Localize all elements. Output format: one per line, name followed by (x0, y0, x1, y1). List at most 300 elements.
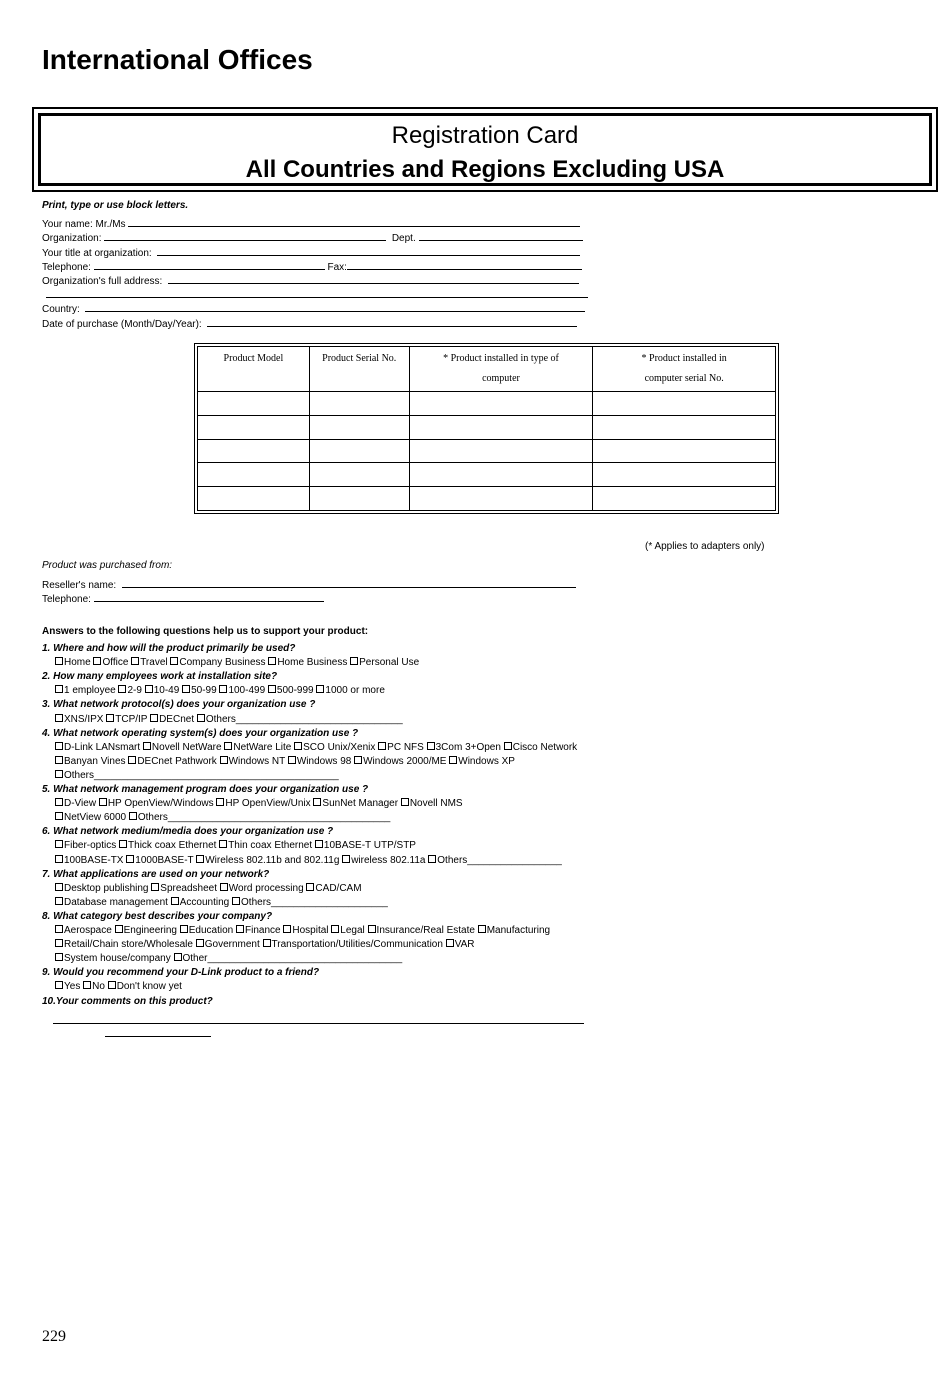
option[interactable] (143, 742, 222, 753)
purchase-tel-field[interactable] (42, 592, 324, 606)
option-label: 50-99 (191, 685, 217, 697)
checkbox-icon[interactable] (119, 840, 127, 848)
option[interactable] (342, 855, 425, 866)
card-subtitle: All Countries and Regions Excluding USA (245, 156, 725, 183)
checkbox-icon[interactable] (55, 953, 63, 961)
checkbox-icon[interactable] (446, 939, 454, 947)
dept-blank[interactable] (419, 231, 583, 241)
option-label: Desktop publishing (64, 882, 149, 894)
checkbox-icon[interactable] (315, 840, 323, 848)
checkbox-icon[interactable] (55, 770, 63, 778)
option-label: No (92, 981, 105, 993)
question-4-options (55, 742, 577, 754)
option[interactable] (306, 883, 361, 894)
checkbox-icon[interactable] (151, 883, 159, 891)
checkbox-icon[interactable] (196, 939, 204, 947)
col-header-installed-serial: * Product installed in computer serial No. (593, 347, 776, 392)
option[interactable] (126, 855, 193, 866)
option-label: Government (204, 939, 260, 951)
question-1: 1. Where and how will the product primarily be used? (42, 643, 296, 654)
checkbox-icon[interactable] (288, 756, 296, 764)
option[interactable] (268, 657, 347, 668)
option-label: VAR (454, 939, 475, 951)
option[interactable] (151, 883, 217, 894)
checkbox-icon[interactable] (55, 840, 63, 848)
option[interactable] (55, 925, 112, 936)
question-5: 5. What network management program does your organization use ? (42, 784, 369, 795)
question-2-options (55, 685, 385, 697)
checkbox-icon[interactable] (268, 657, 276, 665)
checkbox-icon[interactable] (118, 685, 126, 693)
option-label: Windows 98 (296, 755, 352, 767)
checkbox-icon[interactable] (378, 742, 386, 750)
org-blank[interactable] (104, 231, 386, 241)
option[interactable] (478, 925, 550, 936)
question-4: 4. What network operating system(s) does your organization use ? (42, 727, 359, 739)
option[interactable] (219, 840, 312, 851)
product-table-header (198, 347, 776, 392)
option[interactable] (128, 756, 216, 767)
option-label: XNS/IPX (64, 713, 104, 725)
option-label: 500-999 (276, 685, 314, 697)
product-table (197, 346, 776, 511)
checkbox-icon[interactable] (182, 685, 190, 693)
address-label: Organization's full address: (42, 276, 163, 287)
option[interactable] (55, 756, 126, 767)
option-label: DECnet (159, 713, 195, 725)
checkbox-icon[interactable] (126, 855, 134, 863)
option-label: Legal (340, 925, 365, 936)
table-cell[interactable] (409, 463, 593, 487)
option[interactable] (55, 981, 80, 992)
checkbox-icon[interactable] (219, 840, 227, 848)
option-label: Fiber-optics (64, 840, 117, 852)
option[interactable] (55, 812, 126, 823)
option-label: NetView 6000 (64, 812, 127, 824)
card-title: Registration Card (391, 122, 579, 149)
option-label: Home Business (277, 657, 348, 669)
table-row[interactable] (198, 439, 776, 463)
checkbox-icon[interactable] (55, 685, 63, 693)
reseller-blank[interactable] (122, 578, 576, 588)
option[interactable] (131, 657, 167, 668)
option[interactable] (170, 657, 265, 668)
option-label: Education (188, 925, 234, 936)
checkbox-icon[interactable] (197, 714, 205, 722)
table-cell[interactable] (198, 439, 310, 463)
option-label: CAD/CAM (315, 882, 362, 894)
option[interactable] (93, 657, 128, 668)
table-cell[interactable] (309, 463, 409, 487)
title-label: Your title at organization: (42, 248, 152, 259)
option-label: SunNet Manager (322, 798, 399, 810)
checkbox-icon[interactable] (93, 657, 101, 665)
option[interactable] (350, 657, 419, 668)
question-4-options (55, 756, 515, 768)
checkbox-icon[interactable] (331, 925, 339, 933)
table-row[interactable] (198, 487, 776, 511)
checkbox-icon[interactable] (216, 798, 224, 806)
option-label: System house/company (64, 953, 171, 965)
option-label: Transportation/Utilities/Communication (271, 939, 443, 951)
checkbox-icon[interactable] (170, 657, 178, 665)
option-label: D-View (64, 798, 97, 810)
option-label: Company Business (179, 657, 266, 669)
question-8-options (55, 953, 402, 965)
option[interactable] (368, 925, 475, 936)
checkbox-icon[interactable] (55, 883, 63, 891)
checkbox-icon[interactable] (368, 925, 376, 933)
checkbox-icon[interactable] (145, 685, 153, 693)
option[interactable] (180, 925, 233, 936)
checkbox-icon[interactable] (350, 657, 358, 665)
checkbox-icon[interactable] (108, 981, 116, 989)
option-label: Windows NT (228, 755, 286, 767)
option-label: Manufacturing (486, 925, 551, 936)
option-label: Hospital (292, 925, 329, 936)
org-field[interactable] (42, 231, 583, 245)
instruction: Print, type or use block letters. (42, 200, 189, 211)
option-label: Personal Use (359, 657, 420, 669)
option[interactable] (55, 953, 171, 964)
option-label: D-Link LANsmart (64, 741, 141, 753)
checkbox-icon[interactable] (342, 855, 350, 863)
option-label: Office (102, 657, 129, 669)
option-label: Others________________________________________ (137, 812, 391, 824)
option-label: 1 employee (64, 685, 116, 697)
table-row[interactable] (198, 392, 776, 416)
option-label: 10-49 (153, 685, 180, 697)
question-8: 8. What category best describes your company? (42, 910, 273, 922)
table-cell[interactable] (309, 439, 409, 463)
option[interactable] (316, 685, 384, 696)
table-cell[interactable] (309, 392, 409, 416)
question-7-options (55, 883, 362, 895)
address-blank-1[interactable] (168, 274, 579, 284)
country-field[interactable] (42, 302, 585, 316)
option[interactable] (197, 714, 403, 725)
country-label: Country: (42, 304, 80, 315)
option-label: Windows XP (458, 755, 515, 767)
option-label: Thick coax Ethernet (128, 840, 217, 852)
option-label: 3Com 3+Open (435, 741, 501, 753)
name-blank[interactable] (128, 217, 580, 227)
checkbox-icon[interactable] (180, 925, 188, 933)
title-blank[interactable] (157, 246, 580, 256)
option[interactable] (150, 714, 194, 725)
checkbox-icon[interactable] (219, 685, 227, 693)
comments-blank-2[interactable] (105, 1027, 211, 1037)
dept-label: Dept. (391, 233, 416, 244)
table-cell[interactable] (409, 439, 593, 463)
option[interactable] (55, 714, 103, 725)
option[interactable] (283, 925, 328, 936)
option[interactable] (174, 953, 403, 964)
checkbox-icon[interactable] (55, 897, 63, 905)
address-line-2[interactable] (46, 288, 588, 302)
option-label: 2-9 (127, 685, 142, 697)
fax-blank[interactable] (347, 260, 582, 270)
org-label: Organization: (42, 233, 102, 244)
question-8-options (55, 925, 550, 937)
date-field[interactable] (42, 317, 577, 331)
checkbox-icon[interactable] (55, 657, 63, 665)
checkbox-icon[interactable] (55, 855, 63, 863)
tel-label: Telephone: (42, 262, 91, 273)
col-header-product-model: Product Model (198, 347, 310, 392)
option[interactable] (55, 798, 96, 809)
option[interactable] (119, 840, 216, 851)
checkbox-icon[interactable] (449, 756, 457, 764)
checkbox-icon[interactable] (220, 756, 228, 764)
checkbox-icon[interactable] (131, 657, 139, 665)
checkbox-icon[interactable] (232, 897, 240, 905)
reseller-field[interactable] (42, 578, 576, 592)
tel-blank[interactable] (94, 260, 325, 270)
checkbox-icon[interactable] (283, 925, 291, 933)
option-label: Don't know yet (116, 981, 182, 993)
option[interactable] (118, 685, 141, 696)
question-2: 2. How many employees work at installation site? (42, 671, 278, 683)
table-cell[interactable] (409, 392, 593, 416)
checkbox-icon[interactable] (294, 742, 302, 750)
checkbox-icon[interactable] (106, 714, 114, 722)
checkbox-icon[interactable] (313, 798, 321, 806)
checkbox-icon[interactable] (478, 925, 486, 933)
option-label: 10BASE-T UTP/STP (323, 840, 416, 852)
table-cell[interactable] (593, 463, 776, 487)
table-cell[interactable] (198, 487, 310, 511)
checkbox-icon[interactable] (143, 742, 151, 750)
checkbox-icon[interactable] (401, 798, 409, 806)
option[interactable] (428, 855, 562, 866)
date-label: Date of purchase (Month/Day/Year): (42, 319, 202, 330)
checkbox-icon[interactable] (83, 981, 91, 989)
question-8-options (55, 939, 475, 951)
option-label: Finance (245, 925, 281, 936)
option-label: Windows 2000/ME (363, 755, 447, 767)
question-10: 10.Your comments on this product? (42, 995, 213, 1007)
checkbox-icon[interactable] (55, 742, 63, 750)
option-label: Cisco Network (512, 741, 578, 753)
option-label: Spreadsheet (160, 882, 217, 894)
option-label: Travel (140, 657, 168, 669)
table-cell[interactable] (198, 392, 310, 416)
option[interactable] (55, 883, 149, 894)
checkbox-icon[interactable] (55, 939, 63, 947)
option[interactable] (315, 840, 416, 851)
checkbox-icon[interactable] (55, 981, 63, 989)
option[interactable] (55, 855, 123, 866)
option-label: Home (64, 657, 91, 669)
option[interactable] (313, 798, 398, 809)
option[interactable] (224, 742, 291, 753)
table-row[interactable] (198, 415, 776, 439)
option[interactable] (55, 840, 116, 851)
option[interactable] (268, 685, 314, 696)
reseller-label: Reseller's name: (42, 580, 117, 591)
checkbox-icon[interactable] (316, 685, 324, 693)
adapter-note: (* Applies to adapters only) (645, 541, 765, 552)
option-label: Aerospace (64, 925, 112, 936)
checkbox-icon[interactable] (428, 855, 436, 863)
table-cell[interactable] (198, 463, 310, 487)
option[interactable] (145, 685, 180, 696)
table-cell[interactable] (593, 487, 776, 511)
question-7-options (55, 897, 388, 909)
option[interactable] (55, 939, 193, 950)
option[interactable] (263, 939, 443, 950)
option[interactable] (401, 798, 463, 809)
checkbox-icon[interactable] (99, 798, 107, 806)
question-5-options (55, 798, 463, 810)
table-row[interactable] (198, 463, 776, 487)
option[interactable] (196, 855, 339, 866)
purchase-tel-label: Telephone: (42, 594, 91, 605)
option[interactable] (171, 897, 229, 908)
table-cell[interactable] (409, 415, 593, 439)
option-label: Novell NMS (409, 798, 463, 810)
option-label: Insurance/Real Estate (376, 925, 475, 936)
checkbox-icon[interactable] (263, 939, 271, 947)
tel-fax-field[interactable] (42, 260, 582, 274)
comments-line-2[interactable] (105, 1027, 211, 1041)
option[interactable] (55, 657, 91, 668)
table-cell[interactable] (593, 415, 776, 439)
option[interactable] (220, 883, 304, 894)
checkbox-icon[interactable] (220, 883, 228, 891)
checkbox-icon[interactable] (306, 883, 314, 891)
option-label: 1000BASE-T (135, 854, 194, 866)
page-number: 229 (42, 1328, 66, 1345)
option[interactable] (446, 939, 475, 950)
table-cell[interactable] (409, 487, 593, 511)
option[interactable] (294, 742, 375, 753)
address-field[interactable] (42, 274, 579, 288)
date-blank[interactable] (207, 317, 577, 327)
option[interactable] (115, 925, 177, 936)
option[interactable] (354, 756, 446, 767)
checkbox-icon[interactable] (129, 812, 137, 820)
checkbox-icon[interactable] (354, 756, 362, 764)
checkbox-icon[interactable] (55, 925, 63, 933)
option-label: DECnet Pathwork (137, 755, 217, 767)
purchase-tel-blank[interactable] (94, 592, 324, 602)
option[interactable] (106, 714, 147, 725)
option-label: Others_________________ (437, 854, 562, 866)
option-label: 100-499 (228, 685, 266, 697)
option-label: TCP/IP (115, 713, 148, 725)
option[interactable] (236, 925, 281, 936)
option-label: Thin coax Ethernet (228, 840, 313, 852)
question-6-options (55, 855, 562, 867)
option[interactable] (216, 798, 310, 809)
question-9: 9. Would you recommend your D-Link product to a friend? (42, 967, 320, 979)
option-label: PC NFS (387, 741, 424, 753)
option-label: Others______________________________ (205, 713, 403, 725)
option[interactable] (55, 742, 140, 753)
option[interactable] (83, 981, 105, 992)
option[interactable] (55, 770, 339, 781)
name-field[interactable] (42, 217, 580, 231)
option[interactable] (288, 756, 351, 767)
table-cell[interactable] (593, 439, 776, 463)
option[interactable] (55, 685, 116, 696)
title-field[interactable] (42, 246, 580, 260)
col-header-serial-no: Product Serial No. (309, 347, 409, 392)
question-9-options (55, 981, 182, 993)
option-label: 1000 or more (325, 685, 385, 697)
option[interactable] (196, 939, 260, 950)
checkbox-icon[interactable] (115, 925, 123, 933)
purchase-heading: Product was purchased from: (42, 560, 173, 571)
checkbox-icon[interactable] (224, 742, 232, 750)
questions-intro: Answers to the following questions help us to support your product: (42, 626, 369, 637)
comments-blank-1[interactable] (53, 1014, 584, 1024)
option[interactable] (449, 756, 515, 767)
option[interactable] (129, 812, 390, 823)
question-5-options (55, 812, 390, 824)
checkbox-icon[interactable] (55, 756, 63, 764)
question-6-options (55, 840, 416, 852)
option[interactable] (55, 897, 168, 908)
checkbox-icon[interactable] (196, 855, 204, 863)
option-label: Database management (64, 896, 168, 908)
comments-line-1[interactable] (53, 1014, 584, 1028)
checkbox-icon[interactable] (174, 953, 182, 961)
option-label: Engineering (123, 925, 177, 936)
option-label: HP OpenView/Windows (107, 798, 214, 810)
option-label: Other___________________________________ (182, 953, 403, 965)
option-label: Others_____________________ (241, 896, 388, 908)
address-blank-2[interactable] (46, 288, 588, 298)
option[interactable] (182, 685, 217, 696)
checkbox-icon[interactable] (504, 742, 512, 750)
checkbox-icon[interactable] (55, 812, 63, 820)
option[interactable] (378, 742, 424, 753)
table-cell[interactable] (309, 487, 409, 511)
option[interactable] (99, 798, 214, 809)
page-heading: International Offices (42, 44, 313, 75)
option[interactable] (232, 897, 388, 908)
question-7: 7. What applications are used on your network? (42, 868, 270, 880)
option[interactable] (331, 925, 364, 936)
option[interactable] (219, 685, 265, 696)
table-cell[interactable] (309, 415, 409, 439)
option[interactable] (427, 742, 501, 753)
option-label: Word processing (228, 882, 304, 894)
table-cell[interactable] (198, 415, 310, 439)
country-blank[interactable] (85, 302, 585, 312)
option[interactable] (108, 981, 182, 992)
checkbox-icon[interactable] (55, 714, 63, 722)
checkbox-icon[interactable] (150, 714, 158, 722)
checkbox-icon[interactable] (171, 897, 179, 905)
option-label: Novell NetWare (151, 741, 222, 753)
table-cell[interactable] (593, 392, 776, 416)
question-3: 3. What network protocol(s) does your organization use ? (42, 699, 316, 711)
checkbox-icon[interactable] (268, 685, 276, 693)
option[interactable] (220, 756, 286, 767)
question-3-options (55, 714, 403, 726)
option-label: Accounting (179, 896, 230, 908)
checkbox-icon[interactable] (236, 925, 244, 933)
registration-card-title-box (38, 113, 932, 186)
checkbox-icon[interactable] (128, 756, 136, 764)
option[interactable] (504, 742, 577, 753)
checkbox-icon[interactable] (427, 742, 435, 750)
checkbox-icon[interactable] (55, 798, 63, 806)
